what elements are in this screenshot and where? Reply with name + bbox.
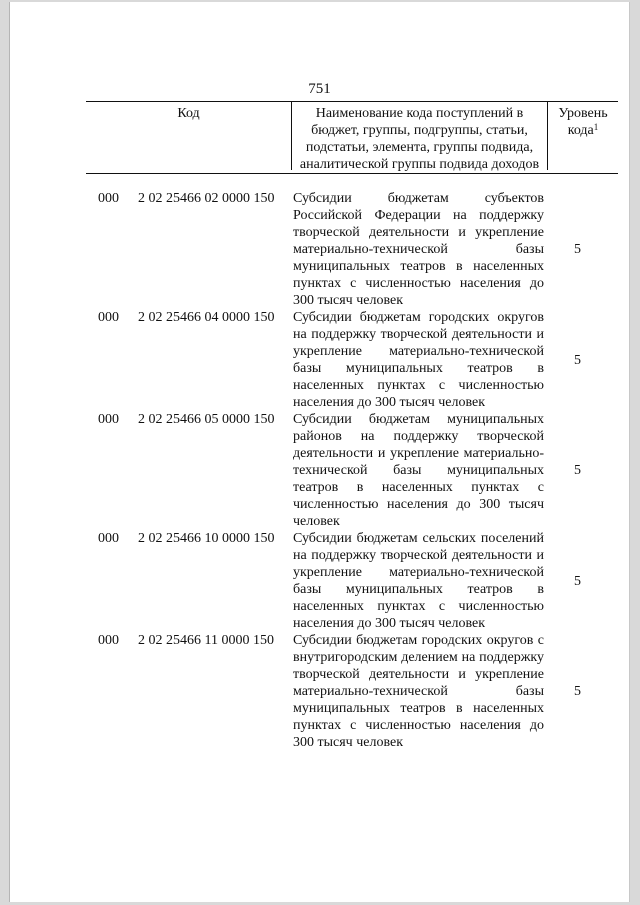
- row-level: 5: [574, 684, 581, 699]
- row-code: [98, 530, 275, 547]
- row-admin-code: 000: [98, 310, 119, 325]
- table-header: [86, 101, 618, 174]
- row-income-code: 2 02 25466 05 0000 150: [138, 412, 275, 427]
- header-level: [548, 105, 618, 139]
- row-income-code: 2 02 25466 04 0000 150: [138, 310, 275, 325]
- row-level: 5: [574, 573, 581, 589]
- page-number: 751: [308, 81, 331, 97]
- header-code: Код: [177, 106, 200, 121]
- row-code: [98, 309, 275, 326]
- row-admin-code: 000: [98, 633, 119, 648]
- row-name: Субсидии бюджетам городских округов на поддержку творческой деятельности и укрепление материально-технической базы муниципальных театров в населенных пунктах с численностью населения до 300 тысяч человек: [293, 310, 544, 410]
- table-row: [98, 411, 618, 530]
- header-level-label: Уровень кода: [558, 106, 608, 138]
- table-row: [98, 632, 618, 751]
- row-name: Субсидии бюджетам сельских поселений на поддержку творческой деятельности и укрепление материально-технической базы муниципальных театров в населенных пунктах с численностью населения до 300 тысяч человек: [293, 531, 544, 631]
- row-level: 5: [574, 463, 581, 478]
- row-admin-code: 000: [98, 191, 119, 206]
- row-income-code: 2 02 25466 02 0000 150: [138, 191, 275, 206]
- header-level-footnote: 1: [593, 122, 599, 132]
- row-income-code: 2 02 25466 11 0000 150: [138, 633, 274, 648]
- row-name: Субсидии бюджетам муниципальных районов на поддержку творческой деятельности и укрепление материально-технической базы муниципальных театров в населенных пунктах с численностью населения до 300 тысяч человек: [293, 412, 544, 529]
- row-code: [98, 632, 274, 649]
- row-admin-code: 000: [98, 412, 119, 427]
- header-name: Наименование кода поступлений в бюджет, группы, подгруппы, статьи, подстатьи, элемента, группы подвида, аналитической группы подвида доходов: [291, 102, 548, 170]
- row-code: [98, 190, 275, 207]
- table-row: [98, 190, 618, 309]
- row-code: [98, 411, 275, 428]
- row-name: Субсидии бюджетам субъектов Российской Федерации на поддержку творческой деятельности и укрепление материально-технической базы муниципальных театров в населенных пунктах с численностью населения до 300 тысяч человек: [293, 191, 544, 308]
- table-row: [98, 309, 618, 411]
- row-name: Субсидии бюджетам городских округов с внутригородским делением на поддержку творческой деятельности и укрепление материально-технической базы муниципальных театров в населенных пунктах с численностью населения до 300 тысяч человек: [293, 633, 544, 750]
- table-body: [98, 190, 618, 751]
- row-level: 5: [574, 352, 581, 368]
- table-row: [98, 530, 618, 632]
- row-level: 5: [574, 242, 581, 257]
- document-page: [9, 2, 630, 902]
- row-admin-code: 000: [98, 531, 119, 546]
- row-income-code: 2 02 25466 10 0000 150: [138, 531, 275, 546]
